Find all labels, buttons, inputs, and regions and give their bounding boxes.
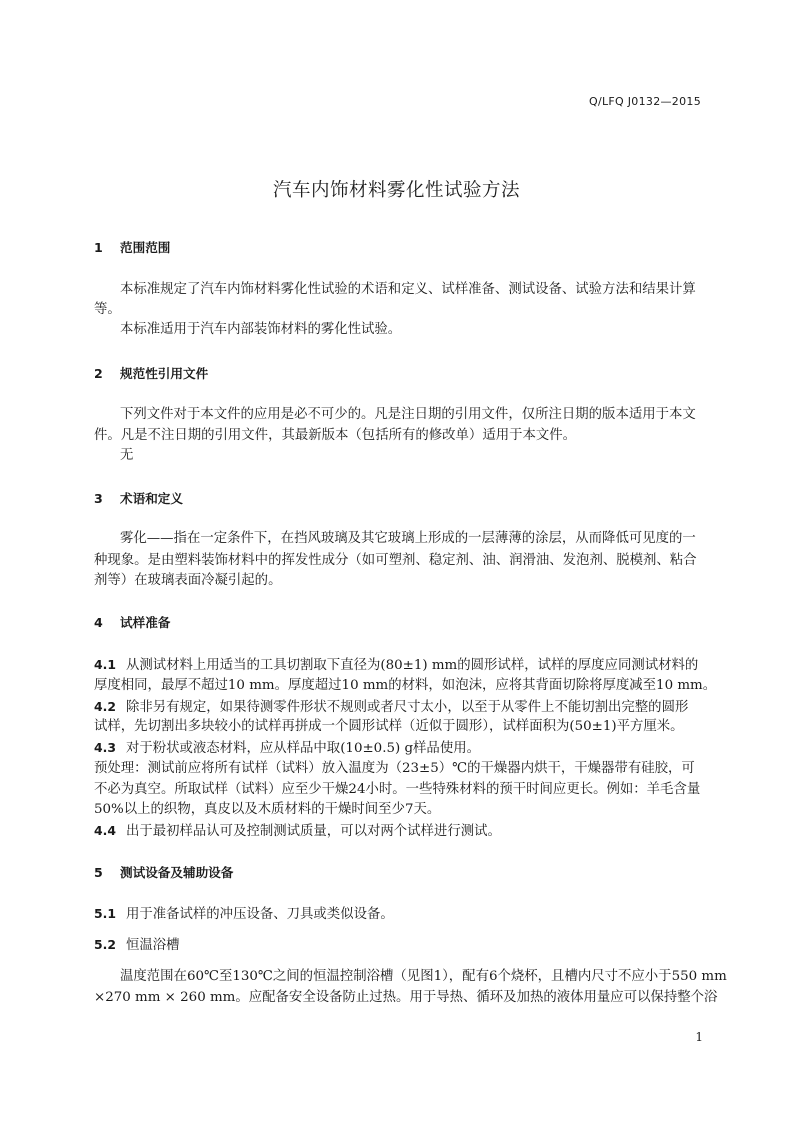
clause-5-1 <box>94 904 394 925</box>
clause-4-3 <box>94 738 480 759</box>
paragraph-line: ×270 mm × 260 mm。应配备安全设备防止过热。用于导热、循环及加热的液体用量应可以保持整个浴 <box>94 990 718 1005</box>
paragraph-line: 本标准规定了汽车内饰材料雾化性试验的术语和定义、试样准备、测试设备、试验方法和结果计算 <box>120 282 696 297</box>
section-title: 规范性引用文件 <box>120 366 209 381</box>
pretreatment-line: 预处理：测试前应将所有试样（试料）放入温度为（23±5）℃的干燥器内烘干，干燥器带有硅胶，可 <box>94 761 695 776</box>
paragraph-line: 下列文件对于本文件的应用是必不可少的。凡是注日期的引用文件，仅所注日期的版本适用于本文 <box>120 407 696 422</box>
paragraph-line: 种现象。是由塑料装饰材料中的挥发性成分（如可塑剂、稳定剂、油、润滑油、发泡剂、脱模剂、粘合 <box>94 553 697 568</box>
page-number: 1 <box>695 1030 703 1044</box>
clause-number: 5.2 <box>94 937 116 952</box>
clause-text: 除非另有规定，如果待测零件形状不规则或者尺寸太小，以至于从零件上不能切割出完整的圆形 <box>125 700 689 715</box>
section-number: 1 <box>94 240 103 255</box>
pretreatment-line: 不必为真空。所取试样（试料）应至少干燥24小时。一些特殊材料的预干时间应更长。例如：羊毛含量 <box>94 782 701 797</box>
clause-4-2 <box>94 697 688 718</box>
pretreatment-line: 50%以上的织物，真皮以及木质材料的干燥时间至少7天。 <box>94 802 441 817</box>
clause-text: 对于粉状或液态材料，应从样品中取(10±0.5) g样品使用。 <box>125 741 480 756</box>
clause-4-4 <box>94 821 501 842</box>
section-4-heading <box>94 613 170 633</box>
paragraph-line: 温度范围在60℃至130℃之间的恒温控制浴槽（见图1），配有6个烧杯，且槽内尺寸不应小于550 mm <box>120 969 727 984</box>
paragraph-line: 等。 <box>94 302 121 317</box>
section-title: 范围范围 <box>120 240 171 255</box>
paragraph-line: 无 <box>120 448 134 463</box>
section-3-heading <box>94 489 183 509</box>
clause-number: 4.2 <box>94 699 116 714</box>
section-number: 3 <box>94 491 103 506</box>
paragraph-line: 本标准适用于汽车内部装饰材料的雾化性试验。 <box>120 322 402 337</box>
section-title: 术语和定义 <box>120 491 183 506</box>
document-title: 汽车内饰材料雾化性试验方法 <box>272 180 520 201</box>
section-2-heading <box>94 364 208 384</box>
section-number: 2 <box>94 366 103 381</box>
clause-text: 出于最初样品认可及控制测试质量，可以对两个试样进行测试。 <box>125 824 501 839</box>
section-number: 4 <box>94 615 103 630</box>
clause-number: 4.1 <box>94 657 116 672</box>
clause-text: 用于准备试样的冲压设备、刀具或类似设备。 <box>125 907 394 922</box>
paragraph-line: 雾化——指在一定条件下，在挡风玻璃及其它玻璃上形成的一层薄薄的涂层，从而降低可见度的一 <box>120 531 696 546</box>
clause-number: 4.3 <box>94 740 116 755</box>
clause-5-2-heading <box>94 935 180 956</box>
paragraph-line: 剂等）在玻璃表面冷凝引起的。 <box>94 573 282 588</box>
paragraph-line: 试样，先切割出多块较小的试样再拼成一个圆形试样（近似于圆形），试样面积为(50±1)平方厘米。 <box>94 719 684 734</box>
clause-text: 从测试材料上用适当的工具切割取下直径为(80±1) mm的圆形试样，试样的厚度应同测试材料的 <box>125 658 699 673</box>
clause-4-1 <box>94 655 698 676</box>
clause-number: 4.4 <box>94 823 116 838</box>
paragraph-line: 件。凡是不注日期的引用文件，其最新版本（包括所有的修改单）适用于本文件。 <box>94 428 577 443</box>
section-1-heading <box>94 238 170 258</box>
section-number: 5 <box>94 865 103 880</box>
section-title: 测试设备及辅助设备 <box>120 865 234 880</box>
document-code: Q/LFQ J0132—2015 <box>588 95 701 108</box>
section-5-heading <box>94 863 233 883</box>
clause-title: 恒温浴槽 <box>125 938 180 953</box>
section-title: 试样准备 <box>120 615 171 630</box>
paragraph-line: 厚度相同，最厚不超过10 mm。厚度超过10 mm的材料，如泡沫，应将其背面切除将厚度减至10 mm。 <box>94 678 717 693</box>
clause-number: 5.1 <box>94 906 116 921</box>
